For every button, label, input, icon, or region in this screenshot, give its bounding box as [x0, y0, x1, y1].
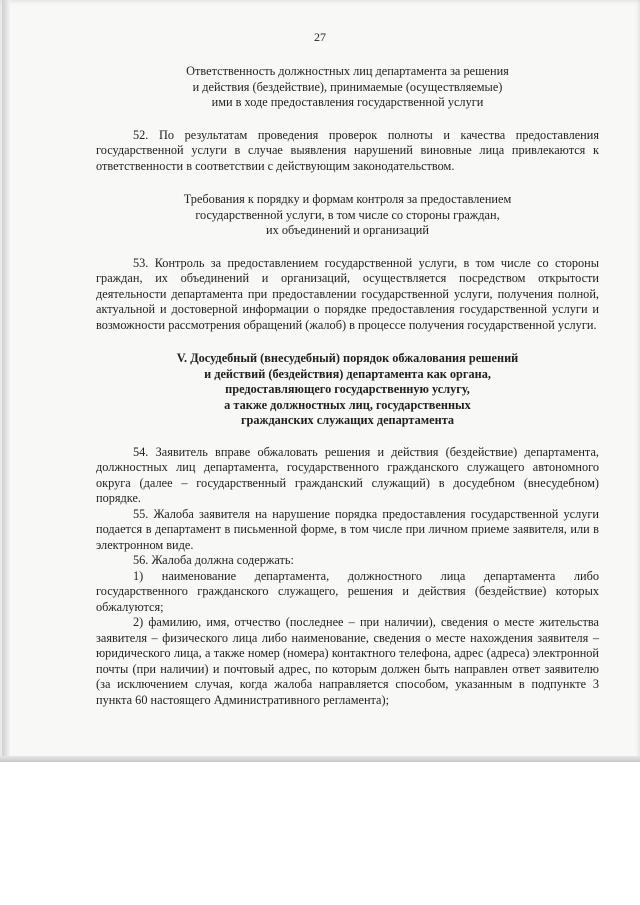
list-item-1: 1) наименование департамента, должностного лица департамента либо государственного гражданского служащего, решения и действия (бездействие) которых обжалуются;	[96, 568, 599, 614]
heading-section-v	[96, 351, 599, 429]
heading-line: а также должностных лиц, государственных	[224, 397, 471, 412]
heading-line: Требования к порядку и формам контроля за предоставлением	[183, 192, 512, 206]
paragraph-55: 55. Жалоба заявителя на нарушение порядка предоставления государственной услуги подается в департамент в письменной форме, в том числе при личном приеме заявителя, или в электронном виде.	[96, 506, 599, 552]
scan-left-edge	[2, 0, 10, 762]
scan-bottom-edge	[0, 756, 640, 762]
heading-line: и действия (бездействие), принимаемые (осуществляемые)	[192, 79, 503, 94]
heading-line: и действий (бездействия) департамента как органа,	[204, 366, 491, 381]
heading-line: их объединений и организаций	[266, 223, 429, 237]
document-body	[96, 64, 599, 708]
paragraph-54: 54. Заявитель вправе обжаловать решения и действия (бездействие) департамента, должностных лиц департамента, государственного гражданского служащего автономного округа (далее – государственный гражданский служащий) в досудебном (внесудебном) порядке.	[96, 444, 599, 505]
heading-line: V. Досудебный (внесудебный) порядок обжалования решений	[176, 351, 519, 365]
heading-line: государственной услуги, в том числе со стороны граждан,	[195, 207, 500, 222]
heading-line: гражданских служащих департамента	[240, 413, 455, 427]
heading-responsibility	[96, 64, 599, 111]
paragraph-56: 56. Жалоба должна содержать:	[133, 553, 294, 567]
paragraph-52: 52. По результатам проведения проверок полноты и качества предоставления государственной услуги в случае выявления нарушений виновные лица привлекаются к ответственности в соответствии с действующим законодательством.	[96, 127, 599, 173]
paragraph-53: 53. Контроль за предоставлением государственной услуги, в том числе со стороны граждан, их объединений и организаций, осуществляется посредством открытости деятельности департамента при предоставлении государственной услуги, получения полной, актуальной и достоверной информации о порядке предоставления государственной услуги и возможности рассмотрения обращений (жалоб) в процессе получения государственной услуги.	[96, 255, 599, 332]
heading-control	[96, 192, 599, 239]
heading-line: предоставляющего государственную услугу,	[225, 382, 470, 396]
heading-line: ими в ходе предоставления государственной услуги	[211, 95, 484, 109]
page-number: 27	[314, 30, 326, 44]
heading-line: Ответственность должностных лиц департамента за решения	[186, 64, 509, 78]
list-item-2: 2) фамилию, имя, отчество (последнее – при наличии), сведения о месте жительства заявителя – физического лица либо наименование, сведения о месте нахождения заявителя – юридического лица, а также номер (номера) контактного телефона, адрес (адреса) электронной почты (при наличии) и почтовый адрес, по которым должен быть направлен ответ заявителю (за исключением случая, когда жалоба направляется способом, указанным в подпункте 3 пункта 60 настоящего Административного регламента);	[96, 615, 599, 707]
